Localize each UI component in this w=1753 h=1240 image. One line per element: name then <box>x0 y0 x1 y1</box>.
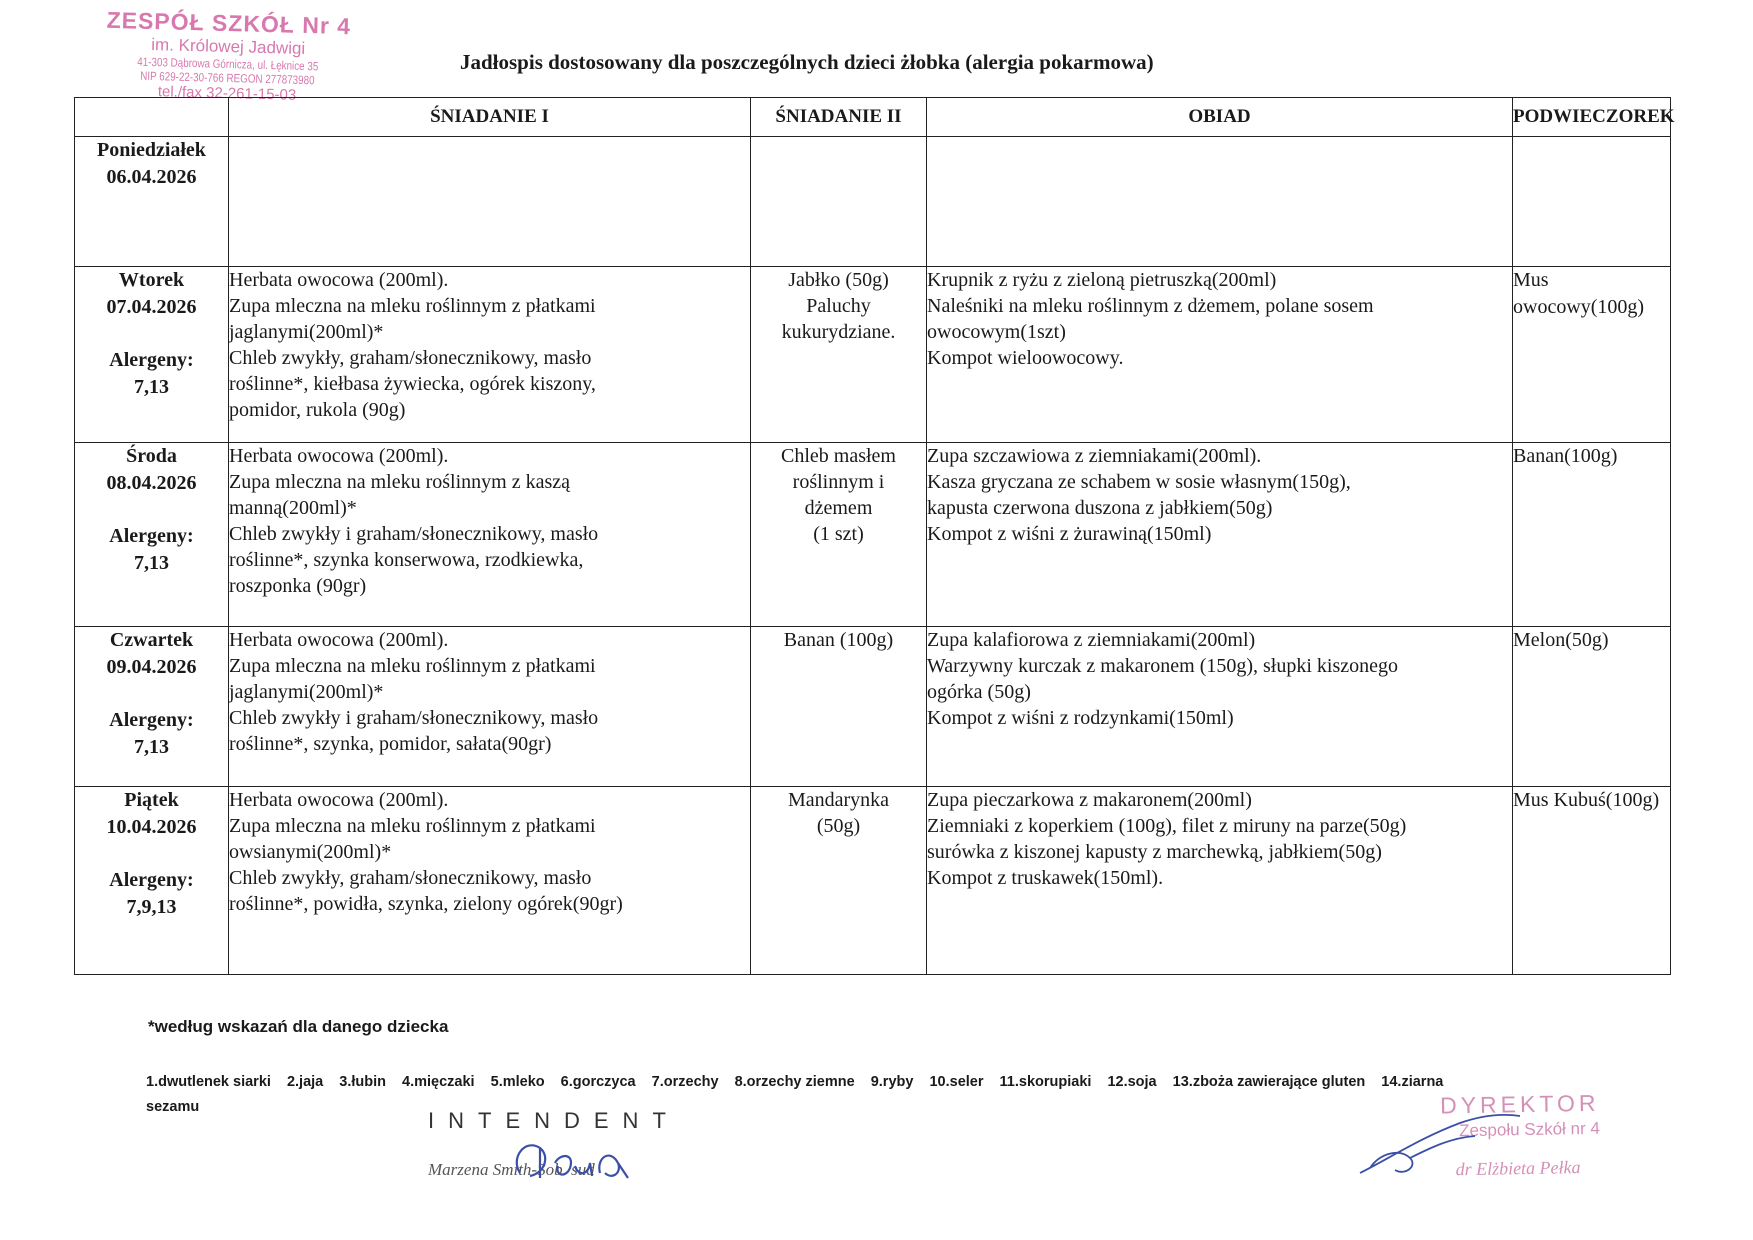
lunch-line: Zupa pieczarkowa z makaronem(200ml) <box>927 789 1252 811</box>
breakfast1-line: Herbata owocowa (200ml). <box>229 789 449 811</box>
breakfast1-line: Zupa mleczna na mleku roślinnym z płatkami <box>229 655 596 677</box>
lunch-line: Naleśniki na mleku roślinnym z dżemem, polane sosem <box>927 295 1374 317</box>
allergen-legend-item: 1.dwutlenek siarki <box>146 1074 271 1090</box>
day-row <box>75 443 1671 627</box>
snack-line: owocowy(100g) <box>1513 296 1645 318</box>
director-signature-icon <box>1350 1098 1550 1188</box>
snack-line: Mus Kubuś(100g) <box>1513 789 1660 811</box>
day-cell <box>75 267 229 443</box>
breakfast1-line: roślinne*, szynka, pomidor, sałata(90gr) <box>229 733 552 755</box>
day-name: Piątek <box>124 789 179 811</box>
day-row <box>75 627 1671 787</box>
allergens-value: 7,13 <box>134 552 169 574</box>
breakfast1-cell <box>229 443 751 627</box>
allergen-legend <box>146 1070 1466 1120</box>
allergen-legend-item: 9.ryby <box>870 1074 914 1090</box>
breakfast1-line: roślinne*, szynka konserwowa, rzodkiewka, <box>229 549 584 571</box>
breakfast1-line: Zupa mleczna na mleku roślinnym z kaszą <box>229 471 570 493</box>
snack-cell <box>1513 627 1671 787</box>
breakfast1-line: Chleb zwykły i graham/słonecznikowy, masło <box>229 707 599 729</box>
allergens-label: Alergeny: <box>109 869 194 891</box>
stamp-line-2: im. Królowej Jadwigi <box>151 34 306 59</box>
allergen-legend-item: 10.seler <box>929 1074 984 1090</box>
director-stamp-school: Zespołu Szkół nr 4 <box>1458 1118 1601 1141</box>
day-date: 06.04.2026 <box>106 166 197 188</box>
allergen-legend-item: 5.mleko <box>490 1074 545 1090</box>
header-row <box>75 98 1671 137</box>
allergens-value: 7,9,13 <box>126 896 177 918</box>
breakfast1-line: Chleb zwykły, graham/słonecznikowy, masło <box>229 347 592 369</box>
breakfast2-line: dżemem <box>804 497 873 519</box>
stamp-line-4: NIP 629-22-30-766 REGON 277873980 <box>140 68 315 88</box>
lunch-cell <box>927 787 1513 975</box>
lunch-line: Zupa szczawiowa z ziemniakami(200ml). <box>927 445 1262 467</box>
breakfast1-line: roślinne*, powidła, szynka, zielony ogórek(90gr) <box>229 893 623 915</box>
breakfast1-line: roślinne*, kiełbasa żywiecka, ogórek kiszony, <box>229 373 596 395</box>
breakfast2-line: kukurydziane. <box>781 321 896 343</box>
allergens-label: Alergeny: <box>109 709 194 731</box>
day-cell <box>75 137 229 267</box>
breakfast2-cell <box>751 267 927 443</box>
allergen-legend-item: 3.łubin <box>339 1074 386 1090</box>
director-stamp-title: DYREKTOR <box>1439 1089 1600 1119</box>
allergen-legend-item: 4.mięczaki <box>402 1074 475 1090</box>
snack-column-header: PODWIECZOREK <box>1513 98 1671 137</box>
intendent-stamp-title: INTENDENT <box>428 1108 680 1133</box>
snack-cell <box>1513 443 1671 627</box>
lunch-line: Kompot z wiśni z rodzynkami(150ml) <box>927 707 1234 729</box>
stamp-line-1: ZESPÓŁ SZKÓŁ Nr 4 <box>106 6 352 40</box>
day-cell <box>75 787 229 975</box>
allergen-legend-item: 14.ziarna sezamu <box>146 1074 1444 1115</box>
breakfast1-line: Zupa mleczna na mleku roślinnym z płatkami <box>229 815 596 837</box>
day-name: Wtorek <box>118 269 185 291</box>
breakfast2-cell <box>751 443 927 627</box>
allergens-value: 7,13 <box>134 736 169 758</box>
breakfast1-line: Chleb zwykły i graham/słonecznikowy, masło <box>229 523 599 545</box>
day-column-header <box>75 98 229 137</box>
lunch-cell <box>927 443 1513 627</box>
breakfast1-line: jaglanymi(200ml)* <box>229 321 384 343</box>
breakfast2-column-header: ŚNIADANIE II <box>751 98 927 137</box>
breakfast1-line: manną(200ml)* <box>229 497 357 519</box>
allergen-legend-item: 2.jaja <box>286 1074 324 1090</box>
allergens-value: 7,13 <box>134 376 169 398</box>
allergen-legend-item: 12.soja <box>1107 1074 1157 1090</box>
day-name: Środa <box>126 445 177 467</box>
breakfast1-line: jaglanymi(200ml)* <box>229 681 384 703</box>
intendent-signature-icon <box>500 1118 650 1198</box>
day-row <box>75 787 1671 975</box>
breakfast2-line: Paluchy <box>806 295 871 317</box>
breakfast1-line: Herbata owocowa (200ml). <box>229 269 449 291</box>
day-cell <box>75 443 229 627</box>
allergen-legend-item: 8.orzechy ziemne <box>734 1074 855 1090</box>
snack-cell <box>1513 787 1671 975</box>
stamp-line-3: 41-303 Dąbrowa Górnicza, ul. Łęknice 35 <box>137 54 319 74</box>
stamp-line-5: tel./fax 32-261-15-03 <box>157 83 297 104</box>
breakfast1-cell <box>229 137 751 267</box>
day-date: 10.04.2026 <box>106 816 197 838</box>
intendent-stamp-name: Marzena Smith-Sob. sud <box>428 1160 595 1179</box>
day-name: Poniedziałek <box>97 139 206 161</box>
menu-table <box>74 97 1675 975</box>
document-title: Jadłospis dostosowany dla poszczególnych dzieci żłobka (alergia pokarmowa) <box>460 50 1154 74</box>
breakfast1-line: Herbata owocowa (200ml). <box>229 629 449 651</box>
breakfast2-line: Chleb masłem <box>781 445 896 467</box>
breakfast1-line: owsianymi(200ml)* <box>229 841 392 863</box>
footnote: *według wskazań dla danego dziecka <box>148 1017 449 1036</box>
lunch-line: surówka z kiszonej kapusty z marchewką, jabłkiem(50g) <box>927 841 1382 863</box>
breakfast2-line: (50g) <box>816 815 861 837</box>
school-stamp <box>87 6 369 105</box>
lunch-line: Warzywny kurczak z makaronem (150g), słupki kiszonego <box>927 655 1399 677</box>
allergens-label: Alergeny: <box>109 349 194 371</box>
snack-cell <box>1513 137 1671 267</box>
day-date: 09.04.2026 <box>106 656 197 678</box>
breakfast2-line: Jabłko (50g) <box>788 269 889 291</box>
allergen-legend-item: 11.skorupiaki <box>999 1074 1092 1090</box>
breakfast1-line: roszponka (90gr) <box>229 575 367 597</box>
day-date: 08.04.2026 <box>106 472 197 494</box>
breakfast1-line: Zupa mleczna na mleku roślinnym z płatkami <box>229 295 596 317</box>
snack-line: Melon(50g) <box>1513 629 1609 651</box>
breakfast2-line: roślinnym i <box>792 471 885 493</box>
lunch-line: Zupa kalafiorowa z ziemniakami(200ml) <box>927 629 1256 651</box>
lunch-line: Kompot z wiśni z żurawiną(150ml) <box>927 523 1212 545</box>
allergens-label: Alergeny: <box>109 525 194 547</box>
lunch-line: owocowym(1szt) <box>927 321 1066 343</box>
lunch-line: ogórka (50g) <box>927 681 1031 703</box>
breakfast1-cell <box>229 267 751 443</box>
breakfast1-line: Chleb zwykły, graham/słonecznikowy, masło <box>229 867 592 889</box>
breakfast2-cell <box>751 627 927 787</box>
day-cell <box>75 627 229 787</box>
breakfast2-line: Banan (100g) <box>783 629 894 651</box>
lunch-line: Kasza gryczana ze schabem w sosie własnym(150g), <box>927 471 1351 493</box>
lunch-line: kapusta czerwona duszona z jabłkiem(50g) <box>927 497 1273 519</box>
day-date: 07.04.2026 <box>106 296 197 318</box>
breakfast2-line: Mandarynka <box>787 789 890 811</box>
day-name: Czwartek <box>109 629 194 651</box>
breakfast1-line: pomidor, rukola (90g) <box>229 399 406 421</box>
breakfast1-cell <box>229 627 751 787</box>
snack-line: Banan(100g) <box>1513 445 1618 467</box>
snack-cell <box>1513 267 1671 443</box>
allergen-legend-item: 7.orzechy <box>651 1074 719 1090</box>
lunch-line: Krupnik z ryżu z zieloną pietruszką(200ml) <box>927 269 1277 291</box>
breakfast2-cell <box>751 787 927 975</box>
breakfast2-line: (1 szt) <box>813 523 864 545</box>
lunch-cell <box>927 627 1513 787</box>
director-stamp-name: dr Elżbieta Pełka <box>1455 1157 1581 1180</box>
snack-line: Mus <box>1513 269 1549 291</box>
day-row <box>75 267 1671 443</box>
lunch-line: Ziemniaki z koperkiem (100g), filet z miruny na parze(50g) <box>927 815 1407 837</box>
breakfast1-line: Herbata owocowa (200ml). <box>229 445 449 467</box>
breakfast1-column-header: ŚNIADANIE I <box>229 98 751 137</box>
lunch-cell <box>927 267 1513 443</box>
allergen-legend-item: 13.zboża zawierające gluten <box>1172 1074 1366 1090</box>
allergen-legend-item: 6.gorczyca <box>560 1074 636 1090</box>
lunch-cell <box>927 137 1513 267</box>
day-row <box>75 137 1671 267</box>
lunch-line: Kompot wieloowocowy. <box>927 347 1124 369</box>
breakfast1-cell <box>229 787 751 975</box>
breakfast2-cell <box>751 137 927 267</box>
lunch-column-header: OBIAD <box>927 98 1513 137</box>
lunch-line: Kompot z truskawek(150ml). <box>927 867 1164 889</box>
